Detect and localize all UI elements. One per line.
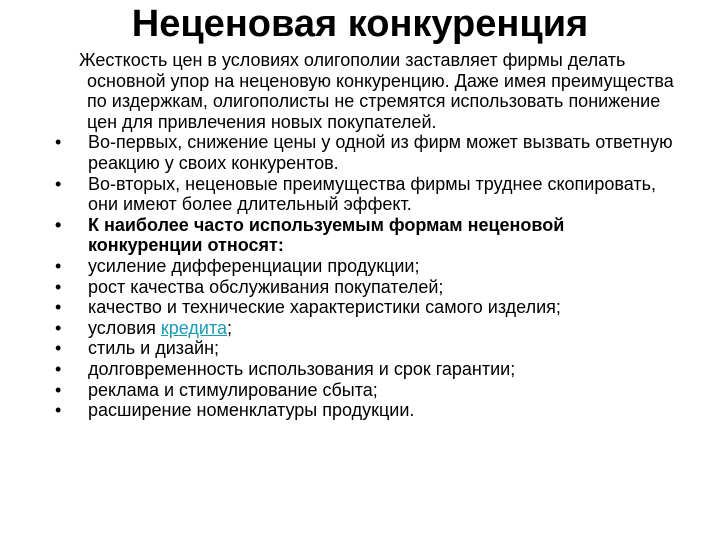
bullet-item-first — [55, 132, 675, 173]
bullet-icon: • — [55, 276, 62, 297]
bullet-text-before: условия — [88, 317, 161, 338]
bullet-icon: • — [55, 358, 62, 379]
bullet-text: рост качества обслуживания покупателей; — [88, 276, 444, 297]
bullet-text: реклама и стимулирование сбыта; — [88, 379, 378, 400]
bullet-text: расширение номенклатуры продукции. — [88, 400, 415, 421]
bullet-item-second — [55, 174, 675, 215]
bullet-icon: • — [55, 132, 62, 153]
bullet-text: Во-вторых, неценовые преимущества фирмы труднее скопировать, они имеют более длительный эффект. — [88, 173, 656, 215]
bullet-icon: • — [55, 400, 62, 421]
bullet-icon: • — [55, 255, 62, 276]
bullet-icon: • — [55, 317, 62, 338]
bullet-item-credit-terms — [55, 318, 675, 339]
bullet-text: К наиболее часто используемым формам неценовой конкуренции относят: — [88, 214, 565, 256]
credit-link[interactable]: кредита — [160, 317, 228, 338]
bullet-text: усиление дифференциации продукции; — [88, 255, 420, 276]
bullet-item-forms-heading — [55, 215, 675, 256]
bullet-icon: • — [55, 173, 62, 194]
bullet-item-advertising — [55, 380, 675, 401]
slide-title: Неценовая конкуренция — [131, 3, 589, 45]
bullet-text-after: ; — [227, 317, 233, 338]
bullet-icon: • — [55, 214, 62, 235]
bullet-item-service-quality — [55, 277, 675, 298]
bullet-item-differentiation — [55, 256, 675, 277]
intro-paragraph: Жесткость цен в условиях олигополии заставляет фирмы делать основной упор на неценовую конкуренцию. Даже имея преимущества по издержкам, олигополисты не стремятся использовать понижение цен для привлечения новых покупателей. — [79, 50, 674, 132]
bullet-icon: • — [55, 297, 62, 318]
slide-content — [55, 50, 675, 421]
bullet-item-durability-warranty — [55, 359, 675, 380]
bullet-text: стиль и дизайн; — [88, 338, 220, 359]
bullet-text: долговременность использования и срок гарантии; — [88, 358, 516, 379]
bullet-icon: • — [55, 379, 62, 400]
bullet-icon: • — [55, 338, 62, 359]
bullet-item-assortment — [55, 400, 675, 421]
bullet-item-style-design — [55, 338, 675, 359]
bullet-item-product-quality — [55, 297, 675, 318]
bullet-text: Во-первых, снижение цены у одной из фирм может вызвать ответную реакцию у своих конкурентов. — [88, 132, 673, 173]
bullet-text: качество и технические характеристики самого изделия; — [88, 297, 561, 318]
